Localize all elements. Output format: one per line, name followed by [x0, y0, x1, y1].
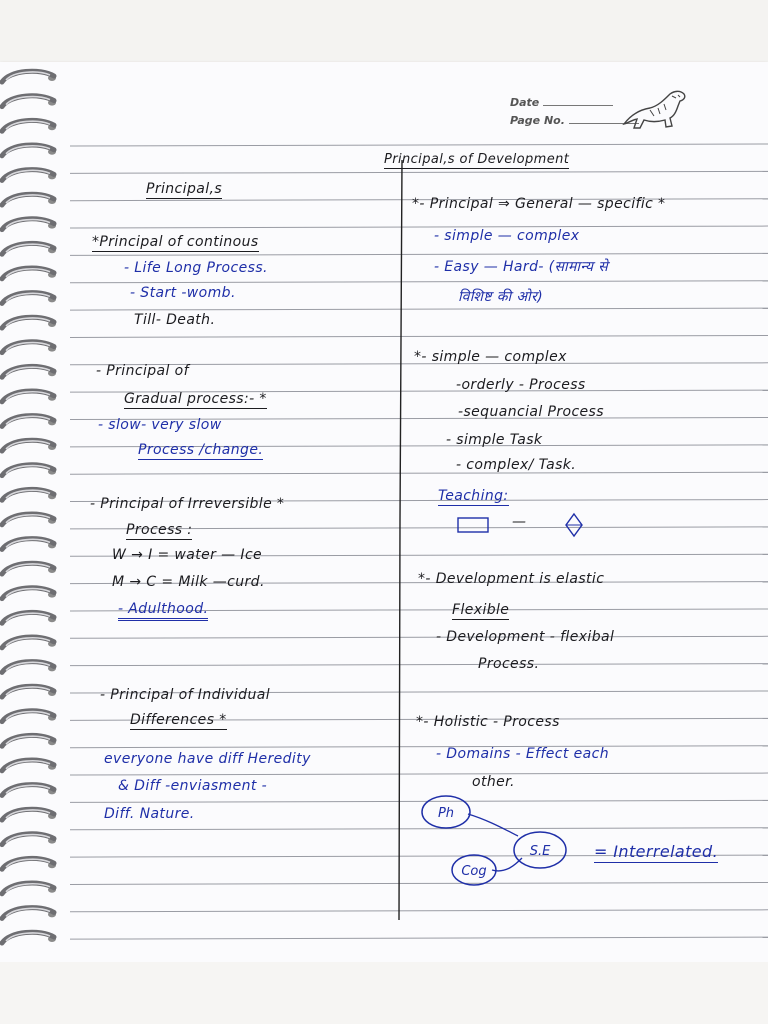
elastic-line-1: Flexible	[452, 602, 510, 618]
ph-label: Ph	[437, 806, 455, 821]
elastic-line-3: Process.	[478, 656, 540, 672]
gradual-line-1: - slow- very slow	[98, 417, 222, 433]
individual-line-3: Diff. Nature.	[104, 806, 195, 822]
interrelated-result: = Interrelated.	[594, 842, 719, 861]
simple-complex-line-2: -sequancial Process	[458, 404, 604, 420]
individual-line-1: everyone have diff Heredity	[104, 751, 311, 767]
simple-complex-line-4: - complex/ Task.	[456, 457, 577, 473]
holistic-line-2: other.	[472, 774, 515, 790]
holistic-line-1: - Domains - Effect each	[436, 746, 609, 762]
individual-line-2: & Diff -enviasment -	[118, 778, 268, 794]
left-heading: Principal,s	[146, 181, 223, 197]
cog-label: Cog	[461, 864, 487, 879]
individual-title-1: - Principal of Individual	[100, 687, 270, 703]
irreversible-title-1: - Principal of Irreversible *	[90, 496, 285, 512]
irreversible-example-milk: M → C = Milk —curd.	[112, 574, 265, 590]
gradual-title-2: Gradual process:- *	[124, 391, 267, 407]
general-line-2: - Easy — Hard- (सामान्य से	[434, 259, 609, 275]
se-label: S.E	[529, 844, 551, 859]
continuous-line-3: Till- Death.	[134, 312, 216, 328]
teaching-label: Teaching:	[438, 488, 509, 504]
continuous-line-1: - Life Long Process.	[124, 260, 268, 276]
square-shape-icon	[458, 518, 488, 532]
individual-title-2: Differences *	[130, 712, 227, 728]
page-no-label: Page No.	[510, 114, 565, 127]
teaching-arrow: —	[512, 514, 527, 530]
gradual-line-2: Process /change.	[138, 442, 264, 458]
continuous-title: *Principal of continous	[92, 234, 259, 250]
date-label: Date	[510, 96, 540, 109]
general-title: *- Principal ⇒ General — specific *	[412, 196, 666, 212]
general-line-3: विशिष्ट की ओर)	[458, 289, 544, 305]
simple-complex-line-3: - simple Task	[446, 432, 543, 448]
simple-complex-line-1: -orderly - Process	[456, 377, 586, 393]
simple-complex-title: *- simple — complex	[414, 349, 567, 365]
elastic-line-2: - Development - flexibal	[436, 629, 615, 645]
holistic-title: *- Holistic - Process	[416, 714, 560, 730]
irreversible-title-2: Process :	[126, 522, 193, 538]
continuous-line-2: - Start -womb.	[130, 285, 236, 301]
elastic-title: *- Development is elastic	[418, 571, 605, 587]
irreversible-example-adulthood: - Adulthood.	[118, 601, 208, 621]
general-line-1: - simple — complex	[434, 228, 580, 244]
gradual-title-1: - Principal of	[96, 363, 189, 379]
page-title: Principal,s of Development	[384, 152, 570, 167]
irreversible-example-water: W → I = water — Ice	[112, 547, 263, 563]
